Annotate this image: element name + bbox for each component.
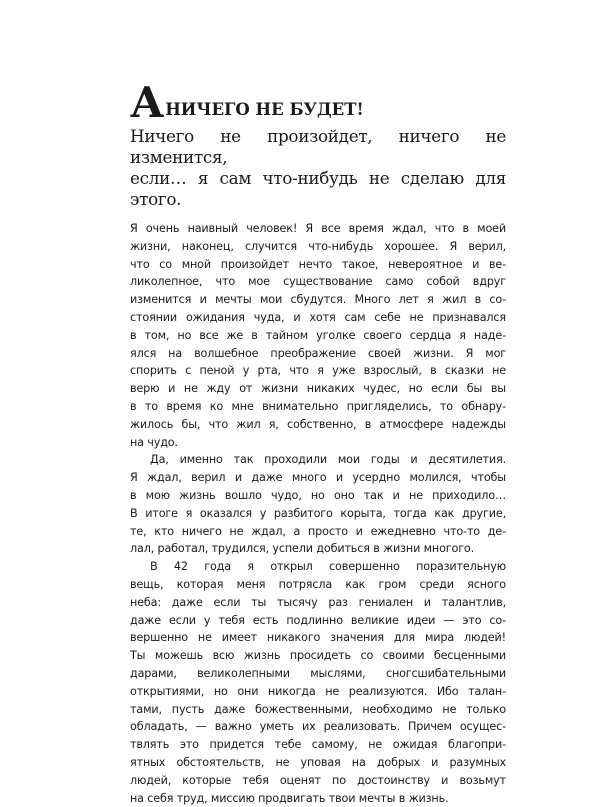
text-line: изменится и мечты мои сбудутся. Много лет я жил в со- <box>130 291 506 309</box>
text-line: ятных обстоятельств, не уповая на добрых и разумных <box>130 754 506 772</box>
drop-cap: А <box>130 84 163 122</box>
text-line: даже если у тебя есть подлинно великие идеи — это со- <box>130 612 506 630</box>
paragraph <box>130 558 506 807</box>
text-line: лал, работал, трудился, успели добиться в жизни многого. <box>130 540 506 558</box>
text-line: вещь, которая меня потрясла как гром среди ясного <box>130 576 506 594</box>
text-line: Да, именно так проходили мои годы и десятилетия. <box>130 451 506 469</box>
text-line: в том, но все же в тайном уголке своего сердца я наде- <box>130 327 506 345</box>
text-line: дарами, великолепными мыслями, сногсшибательными <box>130 665 506 683</box>
text-line: Ты можешь всю жизнь просидеть со своими бесценными <box>130 647 506 665</box>
text-line: неба: даже если ты тысячу раз гениален и талантлив, <box>130 594 506 612</box>
text-line: Я ждал, верил и даже много и усердно молился, чтобы <box>130 469 506 487</box>
text-line: те, кто ничего не ждал, а просто и ежедневно что-то де- <box>130 523 506 541</box>
text-line: В 42 года я открыл совершенно поразительную <box>130 558 506 576</box>
chapter-subtitle <box>130 126 506 210</box>
text-line: ликолепное, что мое существование само собой вдруг <box>130 273 506 291</box>
paragraph <box>130 220 506 451</box>
text-line: обладать, — важно уметь их реализовать. Причем осущес- <box>130 718 506 736</box>
text-line: жилось бы, что жил я, собственно, в атмосфере надежды <box>130 416 506 434</box>
text-line: жизни, наконец, случится что-нибудь хорошее. Я верил, <box>130 238 506 256</box>
text-line: в то время ко мне внимательно пригляделись, то обнару- <box>130 398 506 416</box>
text-line: на чудо. <box>130 434 506 452</box>
text-line: стоянии ожидания чуда, и хотя сам себе не признавался <box>130 309 506 327</box>
text-line: верю и не жду от жизни никаких чудес, но если бы вы <box>130 380 506 398</box>
text-line: Я очень наивный человек! Я все время ждал, что в моей <box>130 220 506 238</box>
body-text <box>130 220 506 807</box>
text-line: что со мной произойдет нечто такое, невероятное и ве- <box>130 256 506 274</box>
paragraph <box>130 451 506 558</box>
text-line: В итоге я оказался у разбитого корыта, тогда как другие, <box>130 505 506 523</box>
subtitle-line: если… я сам что-нибудь не сделаю для этого. <box>130 168 506 210</box>
text-line: вершенно не имеет никакого значения для мира людей! <box>130 629 506 647</box>
subtitle-line: Ничего не произойдет, ничего не изменится, <box>130 126 506 168</box>
text-line: спорить с пеной у рта, что я уже взрослый, в сказки не <box>130 362 506 380</box>
text-line: ялся на волшебное преображение своей жизни. Я мог <box>130 345 506 363</box>
text-line: людей, которые тебя оценят по достоинству и возьмут <box>130 772 506 790</box>
chapter-title-text: НИЧЕГО НЕ БУДЕТ! <box>165 100 364 120</box>
text-line: открытиями, но они никогда не реализуются. Ибо талан- <box>130 683 506 701</box>
text-line: на себя труд, миссию продвигать твои мечты в жизнь. <box>130 790 506 807</box>
text-line: в мою жизнь вошло чудо, но оно так и не приходило… <box>130 487 506 505</box>
book-page <box>130 82 506 807</box>
chapter-title <box>130 82 506 122</box>
text-line: тами, пусть даже божественными, необходимо не только <box>130 701 506 719</box>
text-line: твлять это придется тебе самому, не ожидая благопри- <box>130 736 506 754</box>
